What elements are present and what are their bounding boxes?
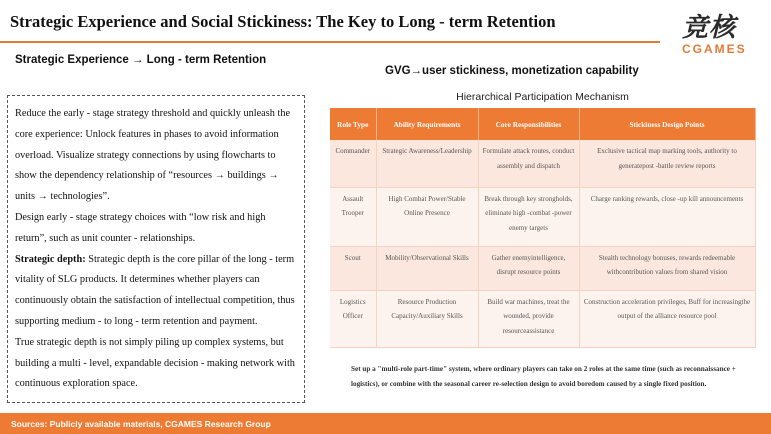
table-header-row <box>330 108 755 140</box>
right-section-subtitle: GVG→user stickiness, monetization capability <box>385 65 639 77</box>
column-header: Stickiness Design Points <box>579 108 755 140</box>
table-cell: Resource Production Capacity/Auxiliary Skills <box>376 290 478 347</box>
participation-table-wrap <box>330 108 755 348</box>
table-cell: High Combat Power/Stable Online Presence <box>376 187 478 246</box>
strategic-depth-label: Strategic depth: <box>15 253 86 265</box>
column-header: Role Type <box>330 108 376 140</box>
table-cell: Scout <box>330 246 376 290</box>
table-cell: Strategic Awareness/Leadership <box>376 140 478 187</box>
table-cell: Commander <box>330 140 376 187</box>
paragraph-strategic-depth <box>15 250 297 333</box>
left-section-subtitle: Strategic Experience → Long - term Retention <box>15 54 267 66</box>
table-row <box>330 290 755 347</box>
column-header: Ability Requirements <box>376 108 478 140</box>
logo-chinese-text: 竞核 <box>682 13 737 43</box>
cgames-logo <box>682 14 764 58</box>
table-cell: Assault Trooper <box>330 187 376 246</box>
multi-role-note: Set up a "multi-role part-time" system, where ordinary players can take on 2 roles at the same time (such as reconnaissance + logistics), or combine with the seasonal career re-selection design to avoid boredom caused by a single fixed position. <box>351 365 736 388</box>
sources-footer: Sources: Publicly available materials, CGAMES Research Group <box>0 413 771 434</box>
table-cell: Gather enemyintelligence, disrupt resource points <box>478 246 579 290</box>
logo-english-text: CGAMES <box>682 42 747 56</box>
table-cell: Break through key strongholds, eliminate high -combat -power enemy targets <box>478 187 579 246</box>
table-cell: Stealth technology bonuses, rewards redeemable withcontribution values from shared vision <box>579 246 755 290</box>
table-cell: Mobility/Observational Skills <box>376 246 478 290</box>
table-cell: Charge ranking rewards, close -up kill announcements <box>579 187 755 246</box>
table-cell: Logistics Officer <box>330 290 376 347</box>
table-cell: Formulate attack routes, conduct assembly and dispatch <box>478 140 579 187</box>
page-title: Strategic Experience and Social Stickiness: The Key to Long - term Retention <box>10 12 556 31</box>
table-title: Hierarchical Participation Mechanism <box>456 91 629 103</box>
paragraph-true-depth: True strategic depth is not simply piling up complex systems, but building a multi - level, expandable decision - making network with continuous exploration space. <box>15 336 295 390</box>
participation-table <box>330 108 756 348</box>
paragraph-early-choices: Design early - stage strategy choices with “low risk and high return”, such as unit counter - relationships. <box>15 211 266 244</box>
paragraph-core-experience: Reduce the early - stage strategy threshold and quickly unleash the core experience: Unlock features in phases to avoid information overload. Visualize strategy connections by using flowcharts to show the dependency relationship of “resources → buildings → units → technologies”. <box>15 108 291 203</box>
strategic-depth-text: Strategic depth is the core pillar of the long - term vitality of SLG products. It determines whether players can continuously obtain the satisfaction of intellectual competition, thus supporting medium - to long - term retention and payment. <box>15 253 295 327</box>
table-row <box>330 246 755 290</box>
table-cell: Construction acceleration privileges, Buff for increasingthe output of the alliance resource pool <box>579 290 755 347</box>
column-header: Core Responsibilities <box>478 108 579 140</box>
table-row <box>330 140 755 187</box>
table-cell: Exclusive tactical map marking tools, authority to generatepost -battle review reports <box>579 140 755 187</box>
strategy-text-box <box>7 95 305 403</box>
table-cell: Build war machines, treat the wounded, provide resourceassistance <box>478 290 579 347</box>
table-row <box>330 187 755 246</box>
title-divider <box>0 41 660 43</box>
